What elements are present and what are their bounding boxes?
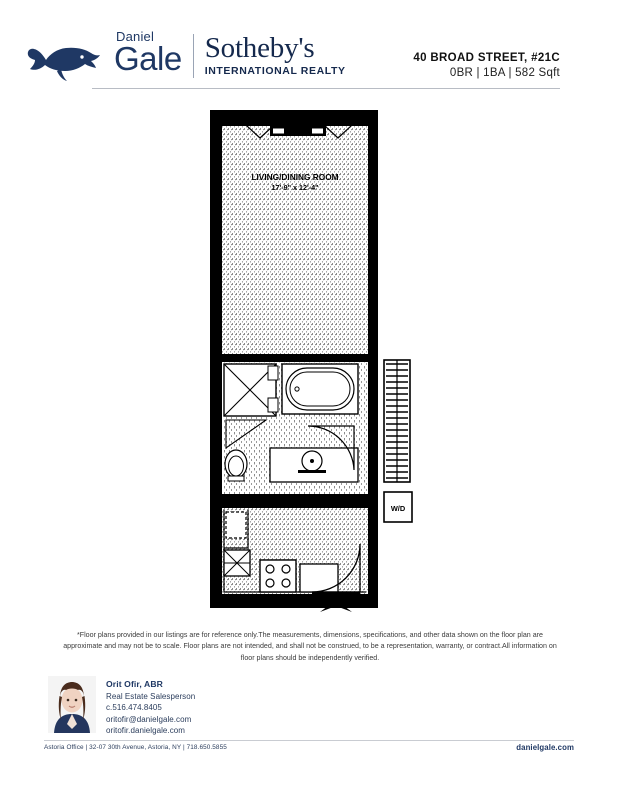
closet-upper-left [224,364,278,416]
living-dining-dimensions: 17'-9" x 12'-4" [271,183,319,192]
property-meta: 0BR | 1BA | 582 Sqft [449,67,560,79]
brand-sothebys: Sotheby's [204,32,315,64]
footer-website[interactable]: danielgale.com [516,743,574,752]
brand-logo[interactable] [26,30,346,86]
agent-title: Real Estate Salesperson [106,691,196,701]
agent-name: Orit Ofir, ABR [106,679,163,689]
daniel-gale-wordmark [114,29,182,77]
interior-wall-upper [210,354,378,362]
brand-divider [193,34,194,78]
page-header [0,0,618,100]
exterior-wall-bottom [210,596,378,608]
footer-office: Astoria Office | 32-07 30th Avenue, Astoria, NY | 718.650.5855 [44,744,227,751]
property-header [413,52,560,79]
header-divider [92,88,560,89]
brand-international-realty: INTERNATIONAL REALTY [204,65,346,77]
agent-phone[interactable]: c.516.474.8405 [106,703,162,712]
kitchen-sink [224,550,250,576]
interior-wall-lower [210,494,378,508]
radiator-unit [270,126,326,136]
whale-icon [26,36,102,86]
avatar [48,676,96,733]
brand-gale: Gale [114,40,182,77]
sothebys-wordmark [205,30,346,77]
toilet [225,450,247,481]
floorplan-drawing [208,108,413,613]
agent-info [106,676,195,735]
property-address: 40 BROAD STREET, #21C [413,52,560,64]
living-dining-label: LIVING/DINING ROOM [251,172,339,182]
vanity-sink [270,448,358,482]
agent-website[interactable]: oritofir.danielgale.com [106,726,185,735]
brand-daniel: Daniel [116,29,155,44]
laundry-closet [384,492,412,522]
kitchen-range [260,560,296,592]
agent-photo [48,676,96,733]
bathtub [282,364,358,414]
disclaimer-text: *Floor plans provided in our listings are for reference only.The measurements, dimensions, specifications, and other data shown on the floor plan are approximate and may not be to scale. Floor plans are not intended, and shall not be construed, to be a representation, warranty, or contract.All information on floor plans should be independently verified. [63,631,557,662]
footer-divider [44,740,574,741]
living-dining-floor [222,126,368,358]
louvered-closet [384,360,410,482]
agent-email[interactable]: oritofir@danielgale.com [106,714,192,724]
laundry-label: W/D [390,504,406,513]
agent-card [48,676,195,735]
